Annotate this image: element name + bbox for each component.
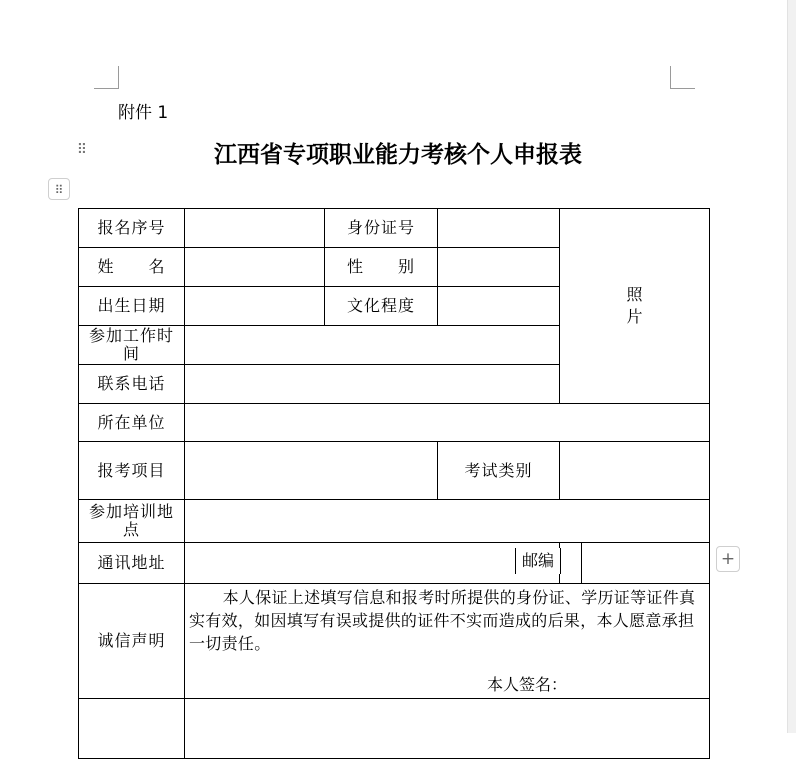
field-unit[interactable] [185,404,710,442]
attachment-label: 附件 1 [118,103,169,123]
photo-cell[interactable] [560,209,710,404]
label-gender: 性 别 [325,248,438,287]
field-id-no[interactable] [438,209,560,248]
extra-row-label [79,699,185,759]
label-postcode-cell [560,543,582,584]
table-move-icon[interactable]: ⠿ [48,178,70,200]
document-title: 江西省专项职业能力考核个人申报表 [214,141,582,168]
label-address: 通讯地址 [79,543,185,584]
integrity-statement-cell [185,584,710,699]
statement-text: 本人保证上述填写信息和报考时所提供的身份证、学历证等证件真实有效，如因填写有误或提供的证件不实而造成的后果，本人愿意承担一切责任。 [189,588,696,653]
application-form-table [78,208,710,759]
label-training-site: 参加培训地点 [79,500,185,543]
field-reg-no[interactable] [185,209,325,248]
field-name[interactable] [185,248,325,287]
field-gender[interactable] [438,248,560,287]
field-address[interactable] [185,543,560,584]
label-id-no: 身份证号 [325,209,438,248]
label-birth: 出生日期 [79,287,185,326]
label-education: 文化程度 [325,287,438,326]
field-training-site[interactable] [185,500,710,543]
label-exam-type: 考试类别 [438,442,560,500]
label-postcode: 邮编 [515,548,561,574]
label-unit: 所在单位 [79,404,185,442]
vertical-scrollbar[interactable] [787,0,796,733]
field-postcode[interactable] [582,543,710,584]
signature-label: 本人签名： [487,675,568,694]
field-education[interactable] [438,287,560,326]
margin-corner-top-left [94,66,119,89]
margin-corner-top-right [670,66,695,89]
label-integrity: 诚信声明 [79,584,185,699]
field-birth[interactable] [185,287,325,326]
field-exam-type[interactable] [560,442,710,500]
label-work-start: 参加工作时间 [79,326,185,365]
label-name: 姓 名 [79,248,185,287]
field-project[interactable] [185,442,438,500]
add-row-button[interactable] [716,546,740,572]
extra-row-field[interactable] [185,699,710,759]
field-phone[interactable] [185,365,560,404]
label-phone: 联系电话 [79,365,185,404]
field-work-start[interactable] [185,326,560,365]
label-photo: 照片 [626,285,643,326]
label-project: 报考项目 [79,442,185,500]
drag-handle-icon[interactable]: ⠿ [76,142,86,158]
plus-icon: + [720,549,736,569]
label-reg-no: 报名序号 [79,209,185,248]
